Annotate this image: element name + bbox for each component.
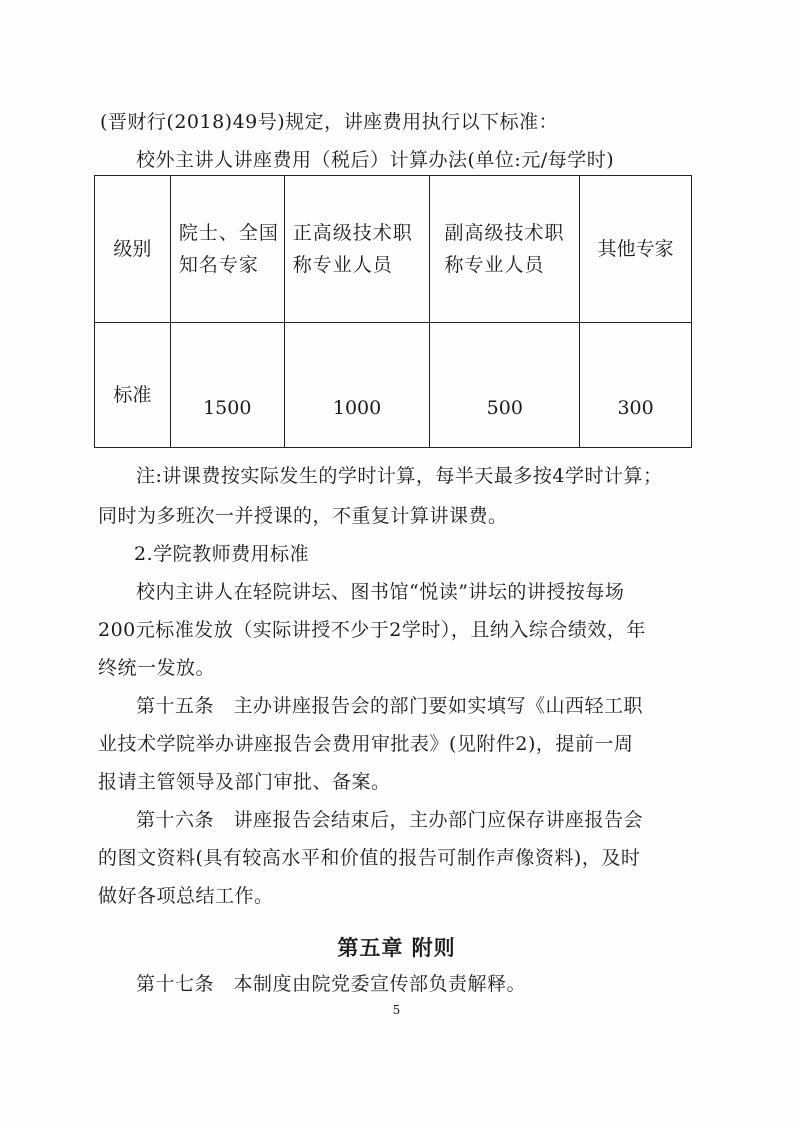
article-16-line: 做好各项总结工作。: [98, 885, 274, 907]
table-caption: 校外主讲人讲座费用（税后）计算办法(单位:元/每学时): [136, 149, 615, 171]
header-level: 级别: [95, 176, 171, 323]
page-number: 5: [392, 1003, 401, 1017]
row-label-standard: 标准: [95, 323, 171, 448]
article-15-line: 报请主管领导及部门审批、备案。: [98, 771, 391, 793]
paragraph-line: 200元标准发放（实际讲授不少于2学时），且纳入综合绩效，年: [98, 619, 646, 641]
paragraph-line: 校内主讲人在轻院讲坛、图书馆“悦读”讲坛的讲授按每场: [136, 581, 625, 603]
article-17-line: 第十七条 本制度由院党委宣传部负责解释。: [136, 973, 527, 995]
header-academician: 院士、全国 知名专家: [170, 176, 284, 323]
table-header-row: [95, 176, 692, 323]
chapter-title: 第五章 附则: [337, 936, 456, 960]
header-deputy-senior-title: 副高级技术职 称专业人员: [430, 176, 580, 323]
regulation-reference-line: (晋财行(2018)49号)规定，讲座费用执行以下标准：: [100, 111, 559, 133]
article-16-line: 的图文资料(具有较高水平和价值的报告可制作声像资料)，及时: [98, 847, 641, 869]
note-line-1: 注:讲课费按实际发生的学时计算，每半天最多按4学时计算；: [136, 465, 663, 487]
note-line-2: 同时为多班次一并授课的，不重复计算讲课费。: [98, 505, 508, 527]
header-senior-title: 正高级技术职 称专业人员: [284, 176, 430, 323]
value-other-experts: 300: [580, 323, 692, 448]
section-heading-teacher-fees: 2.学院教师费用标准: [134, 543, 310, 565]
article-15-line: 业技术学院举办讲座报告会费用审批表》(见附件2)，提前一周: [98, 733, 634, 755]
header-other-experts: 其他专家: [580, 176, 692, 323]
value-academician: 1500: [170, 323, 284, 448]
paragraph-line: 终统一发放。: [98, 657, 216, 679]
article-16-line: 第十六条 讲座报告会结束后，主办部门应保存讲座报告会: [136, 809, 644, 831]
article-15-line: 第十五条 主办讲座报告会的部门要如实填写《山西轻工职: [136, 695, 644, 717]
table-row: [95, 323, 692, 448]
lecture-fee-table: [94, 175, 692, 448]
value-senior-title: 1000: [284, 323, 430, 448]
value-deputy-senior-title: 500: [430, 323, 580, 448]
